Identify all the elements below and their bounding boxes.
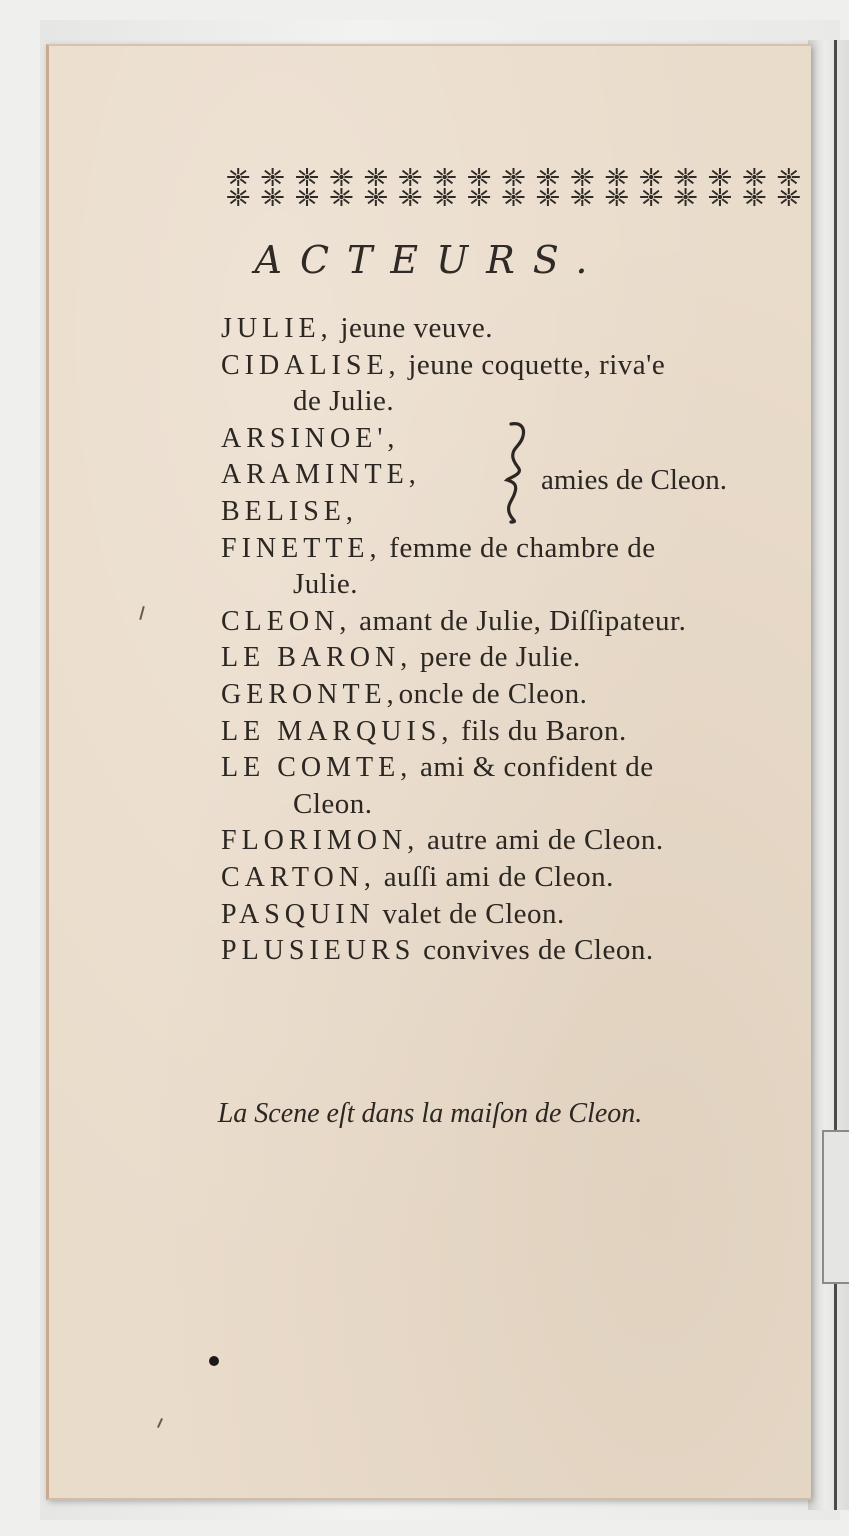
cast-entry [221,896,565,933]
next-page-edge [808,40,849,1510]
character-name: FINETTE, [221,532,382,564]
brace-group-label: amies de Cleon. [541,464,728,496]
character-description: fils du Baron. [453,714,627,747]
cast-entry [221,859,614,896]
character-name: LE BARON, [221,642,413,674]
cast-entry [293,383,394,419]
cast-entry [221,713,627,750]
cast-entry [221,310,493,347]
cast-entry [221,639,581,676]
character-name: FLORIMON, [221,825,420,857]
cast-list [49,46,811,1498]
cast-entry [221,822,664,859]
ink-spot [209,1356,219,1366]
cast-entry [221,420,399,457]
character-name: PASQUIN [221,898,375,930]
binding-line [834,40,837,1510]
cast-entry [221,493,358,530]
character-name: LE COMTE, [221,752,413,784]
character-name: GERONTE, [221,679,399,710]
character-description: amant de Julie, Diſſipateur. [351,604,687,637]
character-name: ARSINOE', [221,422,400,454]
character-description: autre ami de Cleon. [419,824,664,857]
character-description: Julie. [293,568,359,601]
character-description: femme de chambre de [381,531,656,564]
cast-entry [221,456,421,493]
page-heading: ACTEURS. [254,238,606,282]
cast-entry [221,932,654,969]
character-description: convives de Cleon. [415,934,654,967]
scene-setting-note: La Scene eſt dans la maiſon de Cleon. [217,1098,643,1129]
character-name: ARAMINTE, [221,459,421,491]
character-description: jeune veuve. [332,312,493,344]
character-description: jeune coquette, riva'e [400,348,666,381]
brace-bracket [497,418,537,526]
character-name: CARTON, [221,862,376,893]
character-description: valet de Cleon. [374,897,565,930]
character-description: pere de Julie. [412,641,581,674]
character-description: auſſi ami de Cleon. [375,861,614,893]
character-description: ami & confident de [412,751,654,784]
character-name: BELISE, [221,496,358,527]
character-name: CLEON, [221,605,352,637]
cast-entry [221,603,686,640]
character-description: Cleon. [293,787,373,820]
cast-entry [221,530,656,567]
character-description: de Julie. [293,385,395,418]
cast-entry [293,566,358,602]
character-name: JULIE, [221,313,333,344]
character-description: oncle de Cleon. [398,678,588,710]
cast-entry [221,749,654,786]
character-name: LE MARQUIS, [221,715,454,747]
cast-entry [221,347,665,384]
book-page [46,44,811,1500]
character-name: CIDALISE, [221,349,401,381]
cast-entry [221,676,587,713]
next-page-illustration-edge [822,1130,849,1284]
cast-entry [293,786,373,822]
character-name: PLUSIEURS [221,935,416,967]
